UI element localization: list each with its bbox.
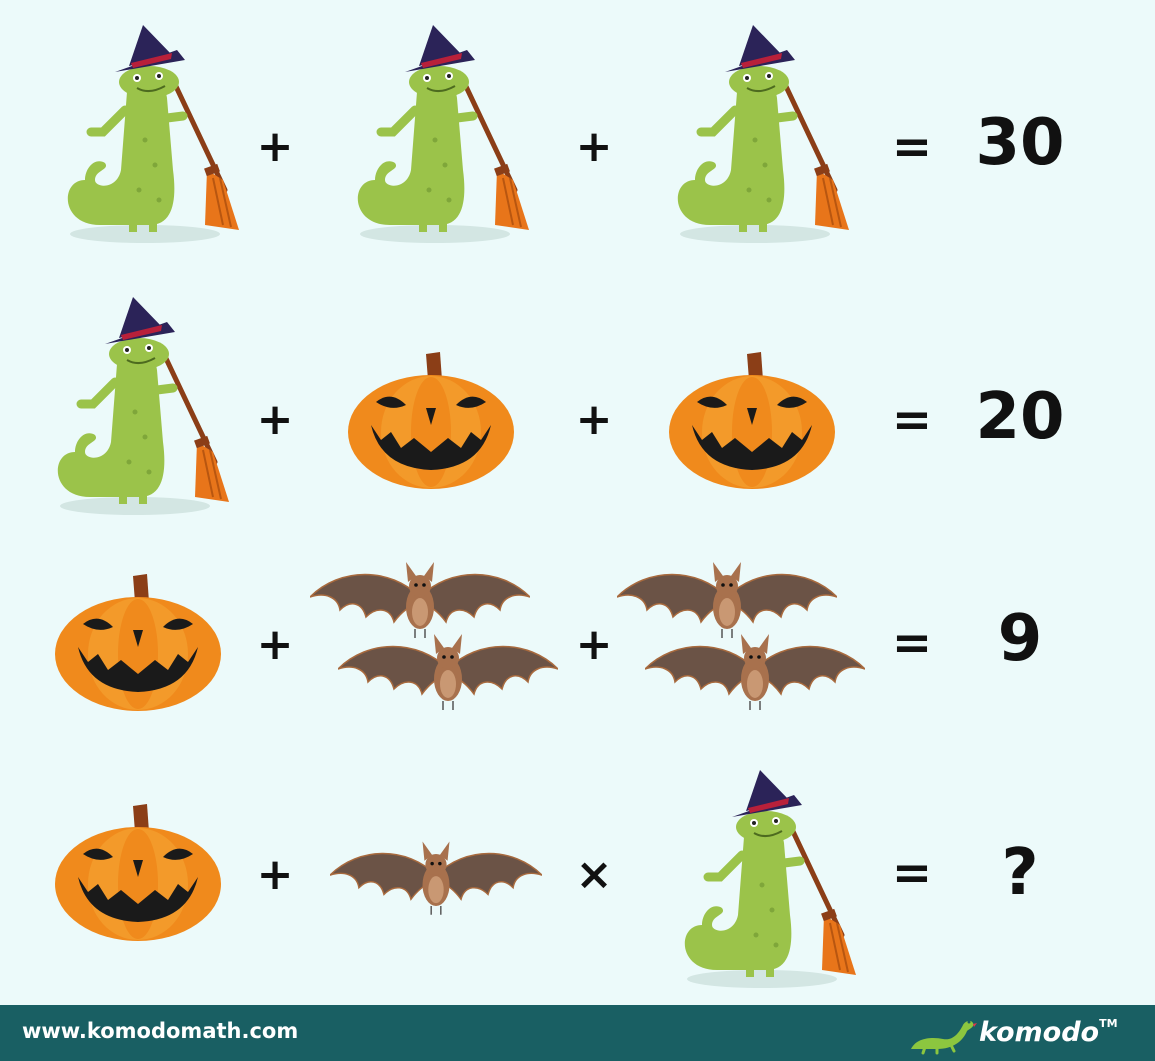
multiply-operator: × [575, 849, 613, 900]
plus-operator: + [575, 121, 613, 172]
plus-operator: + [256, 121, 294, 172]
komodo-lizard-icon [907, 1011, 977, 1055]
result-value: 9 [997, 602, 1043, 676]
pumpkin-icon [346, 350, 516, 490]
website-link[interactable]: www.komodomath.com [22, 1019, 299, 1043]
witch-lizard-icon [665, 20, 855, 250]
plus-operator: + [575, 394, 613, 445]
brand-logo [907, 1009, 1137, 1057]
result-value: 30 [975, 106, 1065, 180]
pumpkin-icon [667, 350, 837, 490]
pumpkin-icon [53, 572, 223, 712]
equation-row-2 [0, 270, 1155, 530]
equation-row-4 [0, 760, 1155, 1005]
pumpkin-icon [53, 802, 223, 942]
equals-sign: = [891, 119, 933, 175]
bat-icon [330, 840, 542, 920]
equals-sign: = [891, 392, 933, 448]
equals-sign: = [891, 845, 933, 901]
equals-sign: = [891, 615, 933, 671]
equation-row-3 [0, 530, 1155, 760]
result-value: ? [1001, 836, 1039, 910]
footer-bar [0, 1005, 1155, 1061]
witch-lizard-icon [672, 765, 862, 995]
plus-operator: + [256, 394, 294, 445]
witch-lizard-icon [345, 20, 535, 250]
plus-operator: + [575, 619, 613, 670]
witch-lizard-icon [45, 292, 235, 522]
witch-lizard-icon [55, 20, 245, 250]
bat-pair-icon [310, 562, 560, 722]
bat-pair-icon [617, 562, 867, 722]
result-value: 20 [975, 380, 1065, 454]
trademark-mark: TM [1099, 1017, 1118, 1030]
equation-row-1 [0, 0, 1155, 270]
plus-operator: + [256, 619, 294, 670]
brand-name: komodo™ [979, 1017, 1118, 1048]
plus-operator: + [256, 849, 294, 900]
